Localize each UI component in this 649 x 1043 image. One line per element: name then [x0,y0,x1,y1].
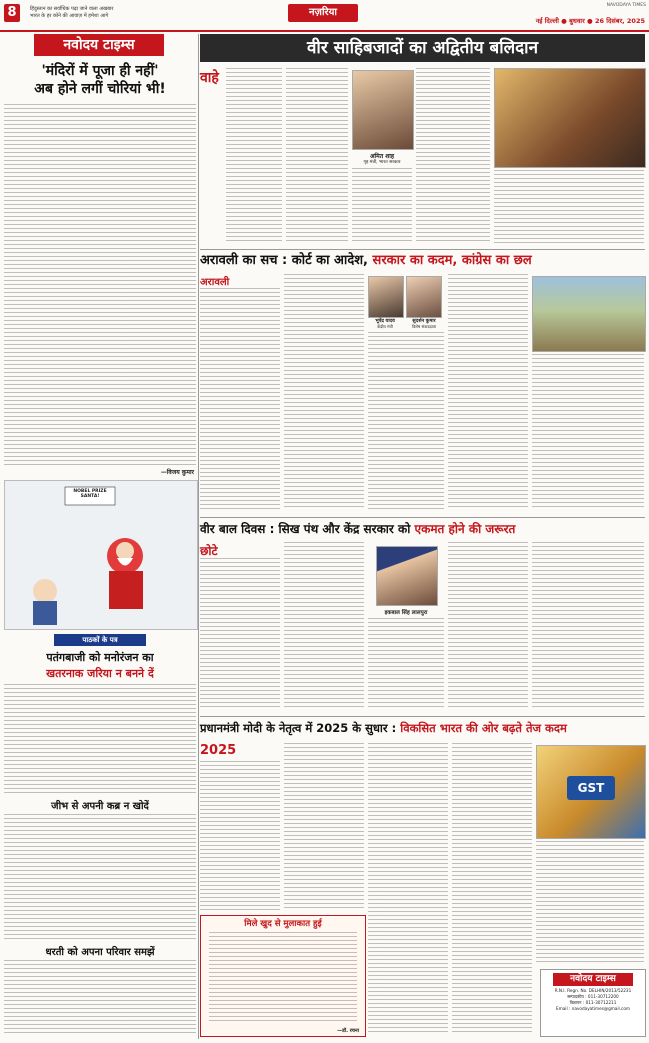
left-column [4,34,196,1038]
story-two-author-2-photo [406,276,442,318]
imprint-line-1: R.N.I. Regn. No. DELHIN/2013/52231 [554,988,632,993]
story-two-body-col-3 [368,332,444,510]
poem-title: मिले खुद से मुलाकात हुई [244,919,322,929]
gst-label: GST [567,776,615,800]
lead-author-role: गृह मंत्री, भारत सरकार [363,160,401,165]
story-four-headline [200,719,645,737]
story-two [200,252,645,514]
santa-face [116,542,134,560]
lead-drop-word: वाहे [200,70,219,86]
story-four-body-col-2 [284,743,364,911]
editorial-byline: —विजय कुमार [160,469,194,476]
story-three-body-col-3 [368,618,444,710]
story-two-body-col-2 [284,274,364,510]
story-two-body-col-5 [532,354,644,510]
story-four-body-col-5 [536,841,644,965]
imprint-line-3: विज्ञापन : 011-30712211 [569,1000,617,1005]
letter-3-body [4,960,196,1036]
letter-2-body [4,814,196,942]
masthead-small: NAVODAYA TIMES [606,3,646,8]
poem-box [200,915,366,1037]
column-divider [198,34,199,1039]
lead-body-col-2 [286,68,348,243]
story-four-drop-word: 2025 [200,743,237,758]
poem-body [209,932,357,1022]
divider-3 [200,716,645,717]
cartoon-caption: NOBEL PRIZE SANTA! [73,489,107,499]
story-four [200,719,645,1039]
brand-logo: नवोदय टाइम्स [34,34,164,56]
story-four-gst-graphic [536,745,646,839]
editorial-title [4,62,196,98]
story-three-body-col-2 [284,542,364,710]
story-two-author-1: भूपेंद्र यादव [375,319,395,324]
lead-body-col-4 [416,68,490,243]
story-four-body-col-3 [368,743,448,1035]
story-three-drop-word: छोटे [200,544,218,558]
story-two-author-1-role: केंद्रीय मंत्री [377,324,393,329]
section-tab [288,4,358,22]
letter-1-body [4,684,196,796]
divider-2 [200,517,645,518]
lead-author-photo [352,70,414,150]
story-four-body-col-1 [200,761,280,911]
story-three [200,520,645,714]
lead-headline: वीर साहिबजादों का अद्वितीय बलिदान [200,34,645,62]
lead-body-col-3 [352,168,412,243]
tagline-line-2: भारत के हर कोने की आवाज़ में हमेशा आगे [30,13,109,19]
tagline-line-1: हिंदुस्तान का सर्वाधिक पढ़ा जाने वाला अखबार [30,6,114,12]
story-two-author-2-role: विशेष संवाददाता [411,324,437,329]
story-two-author-2: सुदर्शन कुमार [412,319,436,324]
story-two-headline-part-1: अरावली का सच : कोर्ट का आदेश, [200,253,373,268]
imprint-line-2: सम्पादकीय : 011-30712200 [567,994,619,999]
lead-body-col-5 [494,170,644,243]
story-three-author-photo [376,546,438,606]
lead-body-col-1 [226,68,282,243]
tagline [30,6,180,20]
story-two-landscape-photo [532,276,646,352]
story-three-body-col-1 [200,558,280,710]
santa-body [109,571,143,609]
page-header [0,0,649,32]
cartoon [4,480,198,630]
story-two-body-col-4 [448,274,528,510]
cartoon-illustration [5,481,197,629]
editorial-title-line-2: अब होने लगीं चोरियां भी! [34,81,166,97]
story-four-headline-part-2: विकसित भारत की ओर बढ़ते तेज कदम [400,721,567,735]
cartoon-person [33,579,57,603]
story-two-headline-part-2: सरकार का कदम, कांग्रेस का छल [372,253,532,268]
dateline: नई दिल्ली ● बुधवार ● 26 दिसंबर, 2025 [535,17,645,25]
editorial-title-line-1: 'मंदिरों में पूजा ही नहीं' [41,63,159,79]
letter-1-subtitle: खतरनाक जरिया न बनने दें [46,667,154,680]
story-three-headline [200,520,645,538]
divider-1 [200,249,645,250]
story-two-headline [200,252,645,270]
story-three-author: इकबाल सिंह लालपुरा [384,610,428,616]
story-two-body-col-1 [200,288,280,510]
letter-3-title: धरती को अपना परिवार समझें [45,947,155,958]
story-two-author-1-photo [368,276,404,318]
story-four-headline-part-1: प्रधानमंत्री मोदी के नेतृत्व में 2025 के सुधार : [200,721,401,735]
letters-header: पाठकों के पत्र [54,634,146,646]
story-three-body-col-4 [448,542,528,710]
story-four-body-col-4 [452,743,532,1035]
imprint-line-4: Email : navodayatimes@gmail.com [556,1006,630,1011]
editorial-body [4,104,196,466]
story-three-headline-part-1: वीर बाल दिवस : सिख पंथ और केंद्र सरकार को [200,522,415,536]
imprint-box [540,969,646,1037]
story-three-body-col-5 [532,542,644,710]
poem-author: —डॉ. रचना [337,1028,359,1034]
lead-author-name: अमित शाह [369,153,395,160]
page-number-badge [4,4,20,22]
letter-2-title: जीभ से अपनी कब्र न खोदें [51,801,149,812]
lead-illustration [494,68,646,168]
letter-1-title: पतंगबाजी को मनोरंजन का [46,651,154,664]
imprint-brand: नवोदय टाइम्स [553,973,633,986]
page-number: 8 [7,5,17,20]
story-three-headline-part-2: एकमत होने की जरूरत [414,522,516,536]
section-title: नज़रिया [308,7,338,18]
cartoon-person-body [33,601,57,625]
lead-story [200,34,645,246]
story-two-drop-word: अरावली [200,277,230,288]
